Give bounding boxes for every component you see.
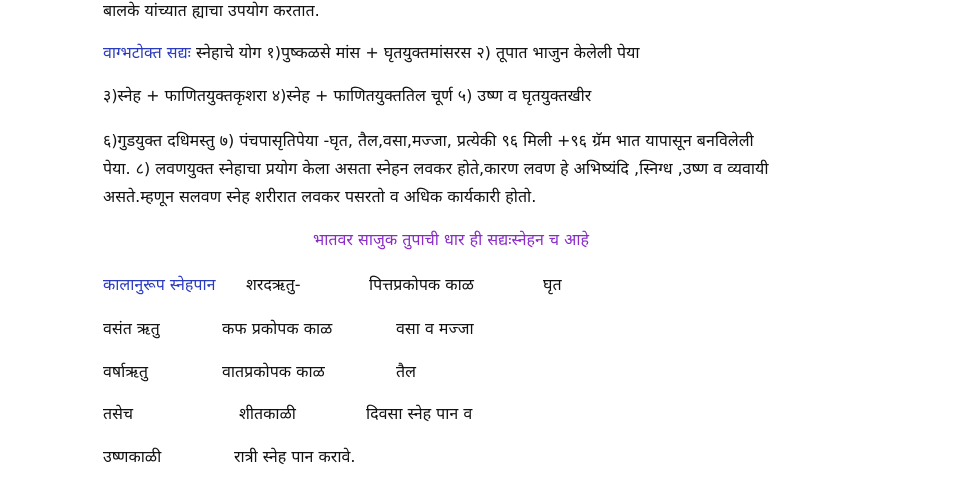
- highlight-line: भातवर साजुक तुपाची धार ही सद्यःस्नेहन च आहे: [313, 230, 590, 249]
- dravya-cell-3: दिवसा स्नेह पान व: [366, 404, 473, 423]
- text-line-3a: ६)गुडयुक्त दधिमस्तु ७) पंचपासृतिपेया -घृत, तैल,वसा,मज्जा, प्रत्येकी ९६ मिली +९६ ग्रॅम भात यापासून बनविलेली: [103, 131, 754, 150]
- dravya-cell-0: घृत: [543, 275, 562, 294]
- dravya-cell-1: वसा व मज्जा: [396, 319, 474, 338]
- text-line-0: बालके यांच्यात ह्याचा उपयोग करतात.: [103, 1, 320, 20]
- vagbhata-yoga-text: स्नेहाचे योग १)पुष्कळसे मांस + घृतयुक्तमांसरस २) तूपात भाजुन केलेली पेया: [190, 43, 640, 62]
- dravya-cell-2: तैल: [396, 362, 416, 381]
- season-cell-4: उष्णकाळी: [103, 447, 162, 466]
- season-cell-3: तसेच: [103, 404, 134, 423]
- text-line-2: ३)स्नेह + फाणितयुक्तकृशरा ४)स्नेह + फाणितयुक्ततिल चूर्ण ५) उष्ण व घृतयुक्तखीर: [103, 86, 592, 105]
- vagbhata-label: वाग्भटोक्त सद्यः: [103, 43, 191, 62]
- season-cell-2: वर्षाऋतु: [103, 362, 149, 381]
- kala-cell-4: रात्री स्नेह पान करावे.: [234, 447, 356, 466]
- season-cell-1: वसंत ऋतु: [103, 319, 160, 338]
- season-cell-0: शरदऋतु-: [246, 275, 301, 294]
- text-line-3b: पेया. ८) लवणयुक्त स्नेहाचा प्रयोग केला असता स्नेहन लवकर होते,कारण लवण हे अभिष्यंदि ,स्निग्ध ,उष्ण व व्यवायी: [103, 159, 769, 178]
- text-line-3c: असते.म्हणून सलवण स्नेह शरीरात लवकर पसरतो व अधिक कार्यकारी होतो.: [103, 187, 537, 206]
- text-line-1: [103, 43, 640, 63]
- kala-cell-3: शीतकाळी: [239, 404, 296, 423]
- kala-cell-1: कफ प्रकोपक काळ: [222, 319, 333, 338]
- kala-cell-0: पित्तप्रकोपक काळ: [369, 275, 474, 294]
- kala-cell-2: वातप्रकोपक काळ: [222, 362, 325, 381]
- kalanurupa-heading: कालानुरूप स्नेहपान: [103, 275, 216, 294]
